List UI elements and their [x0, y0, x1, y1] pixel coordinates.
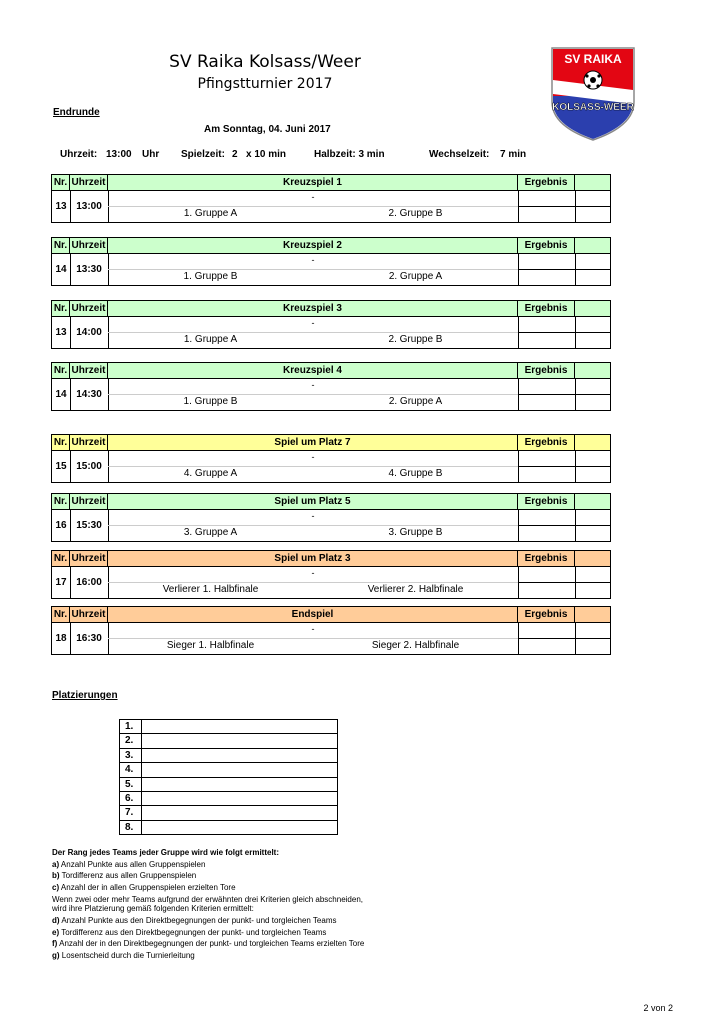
halbzeit-text: Halbzeit: 3 min [314, 149, 385, 160]
col-nr-header: Nr. [52, 551, 70, 566]
rules-note-2: wird ihre Platzierung gemäß folgenden Kriterien ermittelt: [52, 904, 254, 913]
match-time: 15:00 [76, 461, 102, 472]
match-number: 13 [55, 327, 67, 338]
placement-row [120, 821, 337, 835]
col-ergebnis-header: Ergebnis [518, 175, 575, 190]
match-table [51, 174, 611, 223]
col-nr-header: Nr. [52, 238, 70, 253]
rules-note-1: Wenn zwei oder mehr Teams aufgrund der erwähnten drei Kriterien gleich abschneiden, [52, 895, 363, 904]
match-table [51, 362, 611, 411]
match-body [52, 510, 610, 541]
match-title: Kreuzspiel 4 [108, 363, 518, 378]
wechselzeit-label: Wechselzeit: [429, 149, 490, 160]
rule-item [52, 882, 652, 894]
col-ergebnis-header: Ergebnis [518, 435, 575, 450]
match-table [51, 300, 611, 349]
col-extra-header [575, 494, 610, 509]
placement-rank: 2. [120, 734, 142, 747]
team-b: Sieger 2. Halbfinale [371, 640, 460, 651]
match-separator: - [311, 192, 315, 202]
rules-heading: Der Rang jedes Teams jeder Gruppe wird wie folgt ermittelt: [52, 848, 280, 857]
rule-text: Anzahl der in allen Gruppenspielen erzielten Tore [59, 882, 236, 892]
col-extra-header [575, 607, 610, 622]
rule-item [52, 938, 652, 950]
placement-table [119, 719, 338, 835]
col-ergebnis-header: Ergebnis [518, 607, 575, 622]
col-ergebnis-header: Ergebnis [518, 551, 575, 566]
rule-text: Losentscheid durch die Turnierleitung [59, 950, 195, 960]
rule-item [52, 859, 652, 871]
match-header [52, 551, 610, 567]
rule-item [52, 915, 652, 927]
section-label-endrunde: Endrunde [53, 107, 100, 118]
match-number: 13 [55, 201, 67, 212]
match-separator: - [311, 255, 315, 265]
col-ergebnis-header: Ergebnis [518, 363, 575, 378]
col-uhrzeit-header: Uhrzeit [70, 301, 108, 316]
col-uhrzeit-header: Uhrzeit [70, 238, 108, 253]
match-time: 16:30 [76, 633, 102, 644]
match-separator: - [311, 318, 315, 328]
match-body [52, 623, 610, 654]
col-nr-header: Nr. [52, 607, 70, 622]
rule-item [52, 950, 652, 962]
team-b: Verlierer 2. Halbfinale [367, 584, 464, 595]
match-separator: - [311, 452, 315, 462]
match-body [52, 254, 610, 285]
match-table [51, 606, 611, 655]
match-body [52, 451, 610, 482]
logo-bottom-text: KOLSASS-WEER [552, 102, 634, 113]
match-number: 14 [55, 389, 67, 400]
col-extra-header [575, 301, 610, 316]
placement-row [120, 792, 337, 806]
wechselzeit-value: 7 min [500, 149, 527, 160]
match-header [52, 363, 610, 379]
col-nr-header: Nr. [52, 175, 70, 190]
team-a: 1. Gruppe A [183, 208, 238, 219]
placement-row [120, 720, 337, 734]
ranking-rules [52, 847, 652, 961]
match-time: 15:30 [76, 520, 102, 531]
team-a: Sieger 1. Halbfinale [166, 640, 255, 651]
match-title: Endspiel [108, 607, 518, 622]
col-ergebnis-header: Ergebnis [518, 494, 575, 509]
placement-rank: 3. [120, 749, 142, 762]
rule-text: Anzahl Punkte aus allen Gruppenspielen [59, 859, 206, 869]
rule-key: c) [52, 882, 60, 892]
match-number: 15 [55, 461, 67, 472]
placement-rank: 6. [120, 792, 142, 805]
rule-key: b) [52, 871, 60, 880]
placement-rank: 7. [120, 806, 142, 819]
match-time: 13:00 [76, 201, 102, 212]
rule-text: Tordifferenz aus den Direktbegegnungen der punkt- und torgleichen Teams [59, 927, 327, 937]
match-number: 16 [55, 520, 67, 531]
col-extra-header [575, 551, 610, 566]
match-title: Kreuzspiel 3 [108, 301, 518, 316]
date-line: Am Sonntag, 04. Juni 2017 [204, 124, 331, 135]
rule-text: Tordifferenz aus allen Gruppenspielen [59, 871, 197, 880]
col-extra-header [575, 435, 610, 450]
rule-item [52, 927, 652, 939]
col-extra-header [575, 175, 610, 190]
rule-text: Anzahl der in den Direktbegegnungen der punkt- und torgleichen Teams erzielten Tore [57, 939, 365, 948]
team-b: 2. Gruppe B [388, 208, 443, 219]
team-a: 4. Gruppe A [183, 468, 238, 479]
team-a: 3. Gruppe A [183, 527, 238, 538]
rule-key: e) [52, 927, 60, 937]
placement-row [120, 734, 337, 748]
match-header [52, 494, 610, 510]
team-b: 3. Gruppe B [388, 527, 443, 538]
uhrzeit-label: Uhrzeit: [60, 149, 98, 160]
col-nr-header: Nr. [52, 363, 70, 378]
placement-rank: 8. [120, 821, 142, 835]
team-b: 2. Gruppe A [388, 396, 443, 407]
match-body [52, 379, 610, 410]
match-body [52, 567, 610, 598]
match-number: 17 [55, 577, 67, 588]
team-a: Verlierer 1. Halbfinale [162, 584, 259, 595]
match-header [52, 175, 610, 191]
placement-rank: 1. [120, 720, 142, 733]
match-body [52, 317, 610, 348]
match-separator: - [311, 624, 315, 634]
match-table [51, 493, 611, 542]
spielzeit-value: 2 [232, 149, 238, 160]
match-separator: - [311, 511, 315, 521]
match-title: Spiel um Platz 3 [108, 551, 518, 566]
info-line [58, 149, 618, 163]
col-uhrzeit-header: Uhrzeit [70, 363, 108, 378]
rule-item [52, 870, 652, 882]
col-nr-header: Nr. [52, 435, 70, 450]
page-number: 2 von 2 [643, 1003, 673, 1013]
rules-list-2 [52, 915, 652, 961]
team-a: 1. Gruppe B [183, 271, 238, 282]
match-header [52, 301, 610, 317]
spielzeit-unit: x 10 min [246, 149, 287, 160]
match-time: 13:30 [76, 264, 102, 275]
col-uhrzeit-header: Uhrzeit [70, 494, 108, 509]
col-extra-header [575, 363, 610, 378]
match-time: 16:00 [76, 577, 102, 588]
match-title: Kreuzspiel 1 [108, 175, 518, 190]
col-uhrzeit-header: Uhrzeit [70, 435, 108, 450]
match-title: Spiel um Platz 5 [108, 494, 518, 509]
placement-rank: 4. [120, 763, 142, 776]
page-title: SV Raika Kolsass/Weer [169, 52, 361, 72]
col-extra-header [575, 238, 610, 253]
rule-key: f) [52, 939, 58, 948]
col-nr-header: Nr. [52, 494, 70, 509]
page-subtitle: Pfingstturnier 2017 [197, 76, 333, 92]
club-logo-icon [550, 46, 636, 142]
match-number: 18 [55, 633, 67, 644]
placement-row [120, 763, 337, 777]
placement-rank: 5. [120, 778, 142, 791]
match-time: 14:30 [76, 389, 102, 400]
match-header [52, 435, 610, 451]
rule-key: a) [52, 859, 60, 869]
uhrzeit-unit: Uhr [142, 149, 160, 160]
col-uhrzeit-header: Uhrzeit [70, 607, 108, 622]
placement-row [120, 749, 337, 763]
placement-row [120, 778, 337, 792]
match-title: Kreuzspiel 2 [108, 238, 518, 253]
col-ergebnis-header: Ergebnis [518, 301, 575, 316]
col-nr-header: Nr. [52, 301, 70, 316]
col-uhrzeit-header: Uhrzeit [70, 551, 108, 566]
section-label-platzierungen: Platzierungen [52, 690, 118, 701]
rules-list-1 [52, 859, 652, 894]
match-table [51, 550, 611, 599]
col-ergebnis-header: Ergebnis [518, 238, 575, 253]
logo-top-text: SV RAIKA [564, 52, 622, 66]
match-time: 14:00 [76, 327, 102, 338]
match-header [52, 238, 610, 254]
match-number: 14 [55, 264, 67, 275]
team-b: 2. Gruppe B [388, 334, 443, 345]
rule-key: d) [52, 916, 60, 925]
rule-text: Anzahl Punkte aus den Direktbegegnungen der punkt- und torgleichen Teams [59, 916, 337, 925]
match-body [52, 191, 610, 222]
team-b: 4. Gruppe B [388, 468, 443, 479]
placement-row [120, 806, 337, 820]
col-uhrzeit-header: Uhrzeit [70, 175, 108, 190]
match-table [51, 237, 611, 286]
match-header [52, 607, 610, 623]
match-separator: - [311, 568, 315, 578]
team-a: 1. Gruppe B [183, 396, 238, 407]
uhrzeit-value: 13:00 [106, 149, 132, 160]
match-table [51, 434, 611, 483]
team-a: 1. Gruppe A [183, 334, 238, 345]
match-title: Spiel um Platz 7 [108, 435, 518, 450]
spielzeit-label: Spielzeit: [181, 149, 225, 160]
team-b: 2. Gruppe A [388, 271, 443, 282]
rule-key: g) [52, 950, 60, 960]
match-separator: - [311, 380, 315, 390]
